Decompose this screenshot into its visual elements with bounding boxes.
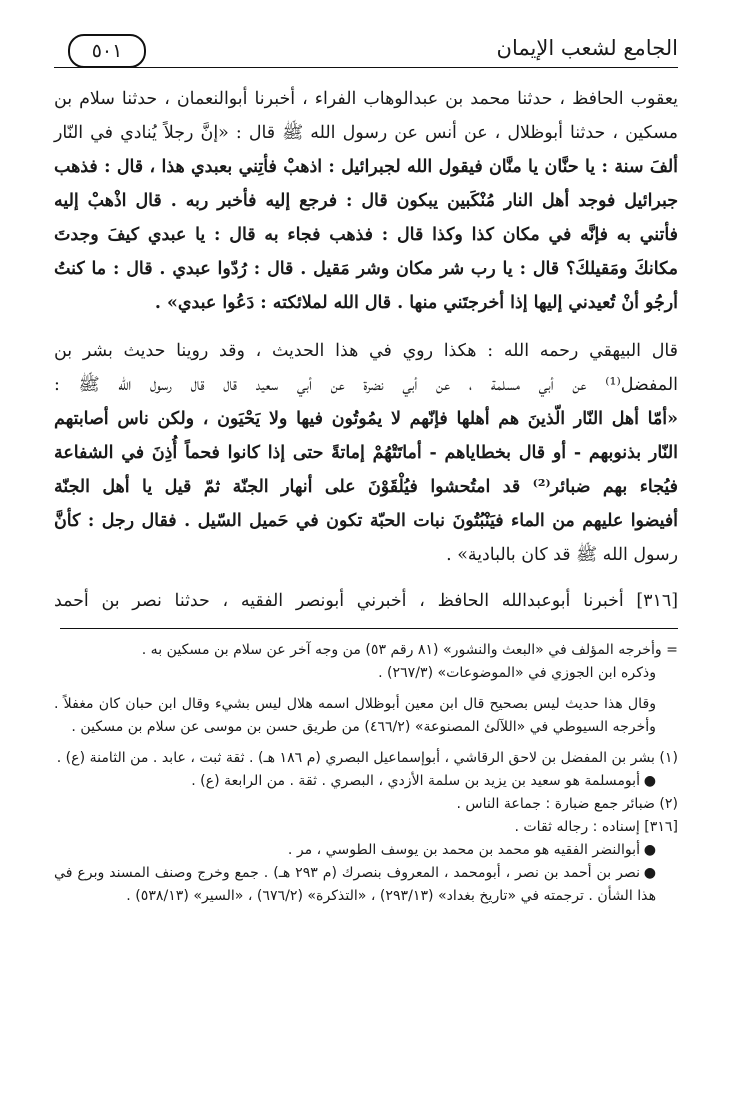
footnote-continuation: وذكره ابن الجوزي في «الموضوعات» (٢٦٧/٣) . [378, 665, 656, 681]
text-line: رسول الله ﷺ قد كان بالبادية» . [446, 545, 678, 565]
text-line: فأتني به فإنَّه في مكان كذا وكذا قال : فذهب فجاء به قال : يا عبدي كيفَ وجدتَ [54, 225, 678, 245]
bayhaqi-commentary [54, 334, 678, 572]
text-line: يعقوب الحافظ ، حدثنا محمد بن عبدالوهاب الفراء ، أخبرنا أبوالنعمان ، حدثنا سلام بن [54, 89, 678, 109]
text-line: المفضل⁽¹⁾ عن أبي مسلمة ، عن أبي نضرة عن أبي سعيد قال قال رسول الله ﷺ : [54, 375, 678, 395]
hadith-316-chain [54, 584, 678, 618]
bullet-icon: ● [643, 865, 656, 881]
footnote-2: (٢) ضبائر جمع ضبارة : جماعة الناس . [456, 796, 678, 812]
text-line: أفيضوا عليهم من الماء فيَنْبُتُونَ نبات الحبّة تكون في حَميل السّيل . فقال رجل : كأنَّ [54, 511, 678, 531]
text-line: مكانكَ ومَقيلكَ؟ قال : يا رب شر مكان وشر مَقيل . قال : رُدّوا عبدي . قال : ما كنتُ [54, 259, 678, 279]
book-page [54, 30, 678, 908]
text-line: [٣١٦] أخبرنا أبوعبدالله الحافظ ، أخبرني أبونصر الفقيه ، حدثنا نصر بن أحمد [54, 591, 678, 611]
running-title: الجامع لشعب الإيمان [496, 36, 678, 60]
footnote-text: نصر بن أحمد بن نصر ، أبومحمد ، المعروف بنصرك (م ٢٩٣ هـ) . جمع وخرج وصنف المسند وبرع في هذا الشأن . ترجمته في «تاريخ بغداد» (٢٩٣/١٣) ، «التذكرة» (٦٧٦/٢) ، «السير» (٥٣٨/١٣) . [54, 865, 656, 904]
text-line: جبرائيل فوجد أهل النار مُنْكَبين يبكون قال : فرجع إليه فأخبر ربه . قال اذْهبْ إليه [54, 191, 678, 211]
text-line: قال البيهقي رحمه الله : هكذا روي في هذا الحديث ، وقد روينا حديث بشر بن [54, 341, 678, 361]
header-rule [54, 67, 678, 68]
hadith-text [54, 82, 678, 320]
text-line: النّار بذنوبهم - أو قال بخطاياهم - أماتَتْهُمْ إماتةً حتى إذا كانوا فحماً أُذِنَ في الشفاعة [54, 443, 678, 463]
page-header [54, 30, 678, 78]
text-line: ألفَ سنة : يا حنَّان يا منَّان فيقول الله لجبرائيل : اذهبْ فأتِني بعبدي هذا ، قال : فذهب [54, 157, 678, 177]
text-line: أرجُو أنْ تُعيدني إليها إذا أخرجتَني منها . قال الله لملائكته : دَعُوا عبدي» . [154, 293, 678, 313]
footnote-1: (١) بشر بن المفضل بن لاحق الرقاشي ، أبوإسماعيل البصري (م ١٨٦ هـ) . ثقة ثبت ، عابد . من الثامنة (ع) . [56, 750, 678, 766]
footnote-316-bullet [54, 839, 678, 862]
footnote-separator [60, 628, 678, 629]
footnotes [54, 639, 678, 908]
bullet-icon: ● [643, 842, 656, 858]
text-line: فيُجاء بهم ضبائر⁽²⁾ قد امتُحشوا فيُلْقَوْنَ على أنهار الجنّة ثمّ قيل يا أهل الجنّة [54, 477, 678, 497]
footnote-continuation: = وأخرجه المؤلف في «البعث والنشور» (٨١ رقم ٥٣) من وجه آخر عن سلام بن مسكين به . [141, 642, 678, 658]
footnote-text: أبومسلمة هو سعيد بن يزيد بن سلمة الأزدي ، البصري . ثقة . من الرابعة (ع) . [191, 773, 640, 789]
footnote-1-bullet [54, 770, 678, 793]
text-line: مسكين ، حدثنا أبوظلال ، عن أنس عن رسول الله ﷺ قال : «إنَّ رجلاً يُنادي في النّار [54, 123, 678, 143]
footnote-316: [٣١٦] إسناده : رجاله ثقات . [514, 819, 678, 835]
text-line: «أمّا أهل النّار الّذينَ هم أهلها فإنّهم لا يمُوتُون فيها ولا يَحْيَون ، ولكن ناس أصابتهم [54, 409, 678, 429]
footnote-316-bullet [54, 862, 678, 908]
footnote-continuation: وقال هذا حديث ليس بصحيح قال ابن معين أبوظلال اسمه هلال ليس بشيء وقال ابن حبان كان مغفلاً . وأخرجه السيوطي في «اللآلئ المصنوعة» (٤٦٦/٢) من طريق حسن بن موسى عن سلام بن مسكين . [54, 696, 656, 735]
page-number: ٥٠١ [68, 34, 146, 68]
footnote-text: أبوالنضر الفقيه هو محمد بن محمد بن يوسف الطوسي ، مر . [287, 842, 640, 858]
bullet-icon: ● [643, 773, 656, 789]
